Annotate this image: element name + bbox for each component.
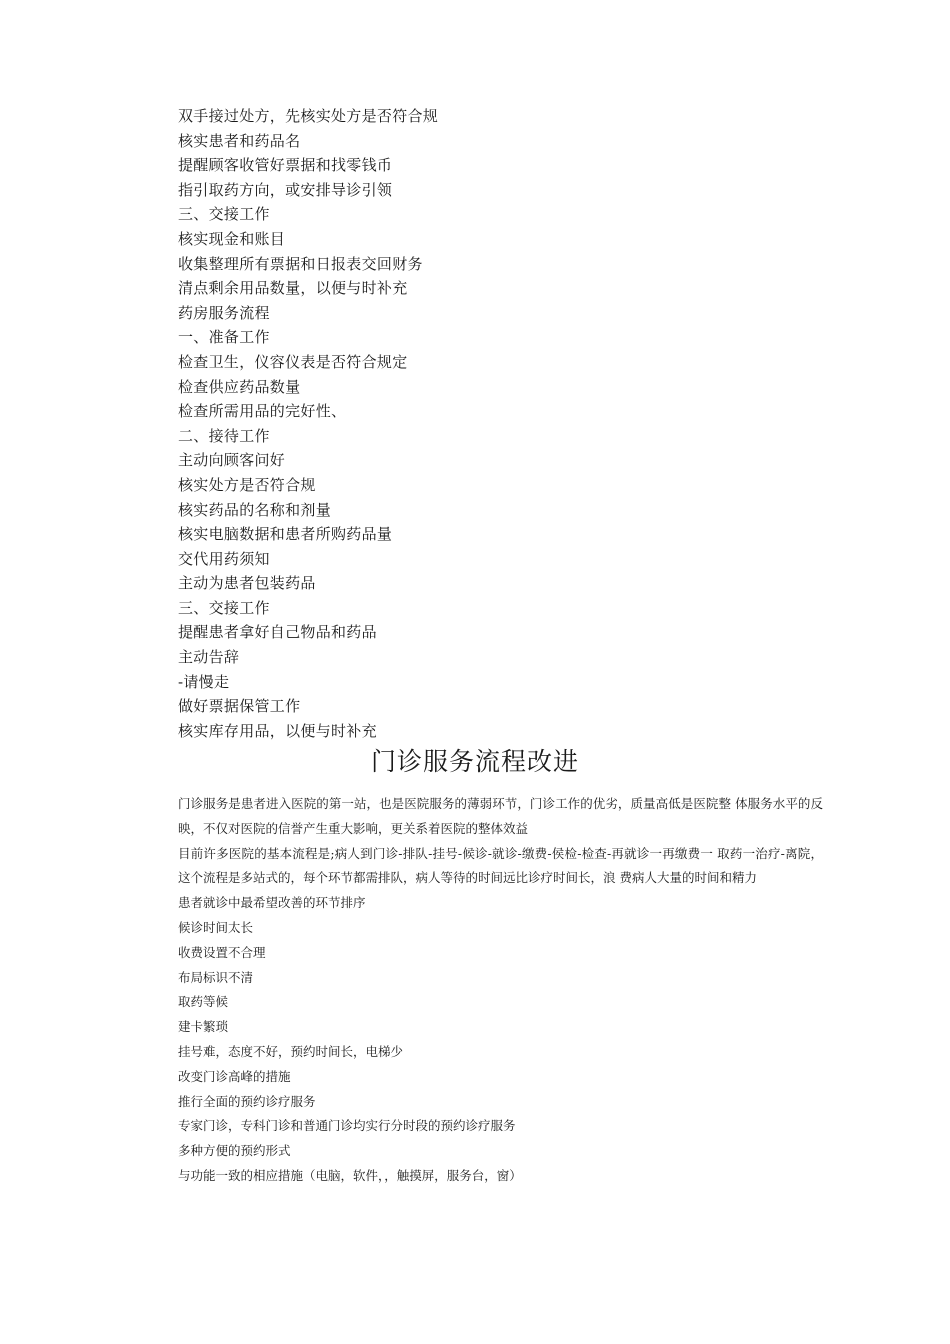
paragraph: 门诊服务是患者进入医院的第一站，也是医院服务的薄弱环节，门诊工作的优劣，质量高低是医院整 体服务水平的反映，不仅对医院的信誉产生重大影响，更关系着医院的整体效益	[178, 796, 823, 836]
list-item: 核实现金和账目	[178, 229, 286, 248]
list-item: 提醒患者拿好自己物品和药品	[178, 623, 377, 642]
list-item: 核实药品的名称和剂量	[178, 500, 332, 519]
list-item: 患者就诊中最希望改善的环节排序	[178, 895, 366, 911]
list-item: 双手接过处方，先核实处方是否符合规	[178, 107, 439, 125]
list-item: 核实患者和药品名	[178, 131, 301, 150]
list-item: 主动向顾客问好	[178, 451, 286, 470]
list-item: 做好票据保管工作	[178, 697, 301, 716]
list-item: 收费设置不合理	[178, 944, 266, 960]
list-item: 主动告辞	[178, 648, 240, 667]
list-item: 改变门诊高峰的措施	[178, 1068, 291, 1084]
list-item: 提醒顾客收管好票据和找零钱币	[178, 156, 393, 175]
section-heading: 三、交接工作	[178, 598, 270, 617]
list-item: 布局标识不清	[178, 969, 254, 985]
list-item: 候诊时间太长	[178, 919, 254, 935]
list-item: 多种方便的预约形式	[178, 1143, 291, 1159]
paragraph: 目前许多医院的基本流程是;病人到门诊-排队-挂号-候诊-就诊-缴费-侯检-检查-再就诊一再缴费一 取药一治疗-离院，这个流程是多站式的，每个环节都需排队，病人等待的时间远比诊疗时间长，浪 费病人大量的时间和精力	[178, 845, 823, 886]
list-item: 核实库存用品，以便与时补充	[178, 721, 377, 740]
improvement-section	[178, 792, 823, 1189]
procedure-list	[178, 104, 818, 743]
list-item: -请慢走	[178, 672, 230, 691]
list-item: 主动为患者包装药品	[178, 574, 316, 593]
list-item: 检查所需用品的完好性、	[178, 402, 347, 421]
list-item: 挂号难，态度不好，预约时间长，电梯少	[178, 1043, 404, 1059]
section-heading: 三、交接工作	[178, 205, 270, 224]
section-title: 门诊服务流程改进	[370, 747, 579, 776]
subsection-title: 药房服务流程	[178, 303, 270, 322]
list-item: 检查卫生，仪容仪表是否符合规定	[178, 352, 408, 371]
list-item: 专家门诊，专科门诊和普通门诊均实行分时段的预约诊疗服务	[178, 1118, 516, 1134]
list-item: 与功能一致的相应措施（电脑，软件，，触摸屏，服务台，窗）	[178, 1167, 522, 1183]
list-item: 指引取药方向，或安排导诊引领	[178, 180, 393, 199]
list-item: 取药等候	[178, 994, 229, 1010]
list-item: 清点剩余用品数量，以便与时补充	[178, 279, 408, 298]
section-heading: 二、接待工作	[178, 426, 270, 445]
list-item: 收集整理所有票据和日报表交回财务	[178, 254, 423, 273]
list-item: 建卡繁琐	[178, 1019, 229, 1035]
section-heading: 一、准备工作	[178, 328, 270, 347]
list-item: 推行全面的预约诊疗服务	[178, 1093, 316, 1109]
list-item: 核实电脑数据和患者所购药品量	[178, 525, 393, 544]
list-item: 核实处方是否符合规	[178, 475, 316, 494]
list-item: 交代用药须知	[178, 549, 270, 568]
list-item: 检查供应药品数量	[178, 377, 301, 396]
